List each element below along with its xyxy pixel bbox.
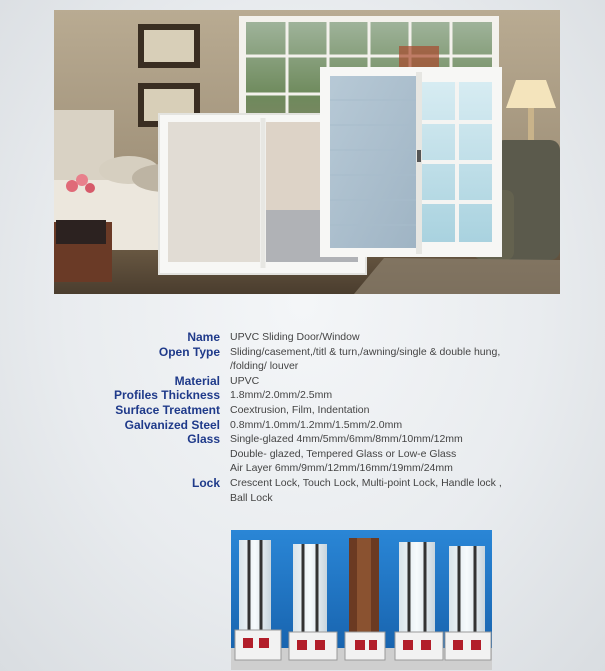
spec-value-line: Ball Lock: [230, 491, 273, 504]
spec-value-line: Air Layer 6mm/9mm/12mm/16mm/19mm/24mm: [230, 462, 453, 475]
spec-value-line: UPVC Sliding Door/Window: [230, 331, 360, 343]
hero-photo: [54, 10, 560, 294]
spec-label: Material: [174, 373, 220, 388]
spec-value-line: /folding/ louver: [230, 360, 299, 373]
spec-value-line: Crescent Lock, Touch Lock, Multi-point Lock, Handle lock ,: [230, 476, 502, 489]
spec-value-line: Coextrusion, Film, Indentation: [230, 403, 370, 416]
spec-value-line: Double- glazed, Tempered Glass or Low-e Glass: [230, 447, 457, 460]
profile-sample: [345, 538, 385, 660]
spec-value-line: 0.8mm/1.0mm/1.2mm/1.5mm/2.0mm: [230, 418, 403, 431]
spec-row-name: [60, 330, 580, 345]
spec-label: Surface Treatment: [115, 402, 220, 417]
spec-label: Name: [187, 330, 220, 344]
profile-sample: [445, 546, 491, 660]
spec-value-line: Sliding/casement,/titl & turn,/awning/single & double hung,: [230, 345, 501, 358]
spec-value-line: 1.8mm/2.0mm/2.5mm: [230, 389, 333, 402]
spec-row-surface-treatment: [60, 403, 580, 418]
spec-label: Glass: [187, 432, 220, 447]
spec-row-open-type: [60, 345, 580, 374]
spec-value-line: UPVC: [230, 374, 260, 387]
spec-value: [230, 374, 580, 389]
spec-value: [230, 388, 580, 403]
spec-value: [230, 476, 580, 505]
spec-row-lock: [60, 476, 580, 505]
profile-cross-section-photo: [231, 530, 492, 670]
spec-value: [230, 432, 580, 476]
spec-value-line: Single-glazed 4mm/5mm/6mm/8mm/10mm/12mm: [230, 433, 463, 446]
spec-row-galvanized-steel: [60, 418, 580, 433]
spec-row-glass: [60, 432, 580, 476]
spec-value: [230, 403, 580, 418]
spec-label: Profiles Thickness: [113, 388, 220, 403]
spec-row-profiles-thickness: [60, 388, 580, 403]
spec-list: [60, 330, 580, 505]
spec-row-material: [60, 374, 580, 389]
spec-value: [230, 418, 580, 433]
spec-label: Galvanized Steel: [124, 417, 220, 432]
spec-value: [230, 345, 580, 374]
spec-label: Open Type: [158, 344, 220, 359]
spec-label: Lock: [191, 475, 220, 490]
spec-value: [230, 330, 580, 345]
